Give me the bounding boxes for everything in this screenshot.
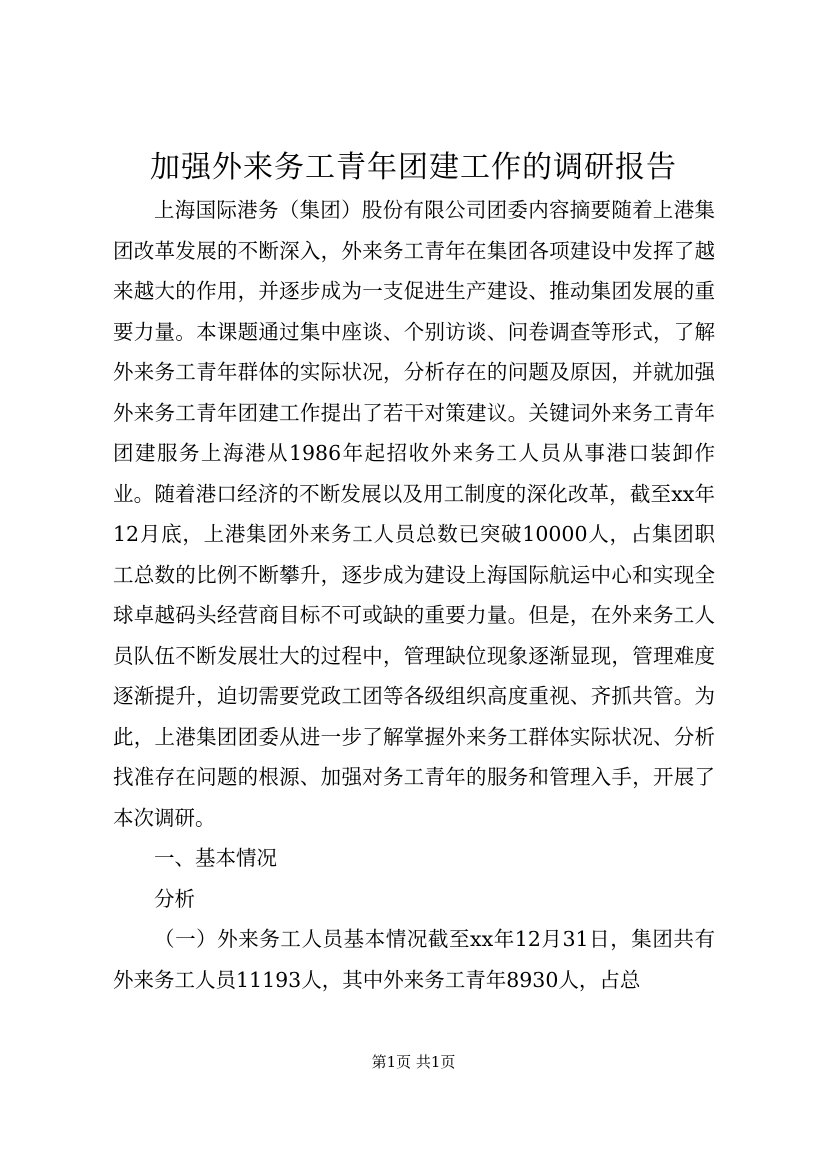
page-number: 第1页 共1页 [371, 1053, 456, 1071]
paragraph-abstract: 上海国际港务（集团）股份有限公司团委内容摘要随着上港集团改革发展的不断深入，外来务工青年在集团各项建设中发挥了越来越大的作用，并逐步成为一支促进生产建设、推动集团发展的重要力量。本课题通过集中座谈、个别访谈、问卷调查等形式，了解外来务工青年群体的实际状况，分析存在的问题及原因，并就加强外来务工青年团建工作提出了若干对策建议。关键词外来务工青年团建服务上海港从1986年起招收外来务工人员从事港口装卸作业。随着港口经济的不断发展以及用工制度的深化改革，截至xx年12月底，上港集团外来务工人员总数已突破10000人，占集团职工总数的比例不断攀升，逐步成为建设上海国际航运中心和实现全球卓越码头经营商目标不可或缺的重要力量。但是，在外来务工人员队伍不断发展壮大的过程中，管理缺位现象逐渐显现，管理难度逐渐提升，迫切需要党政工团等各级组织高度重视、齐抓共管。为此，上港集团团委从进一步了解掌握外来务工群体实际状况、分析找准存在问题的根源、加强对务工青年的服务和管理入手，开展了本次调研。 [113, 198, 715, 830]
document-body [113, 190, 715, 1000]
section-heading: 一、基本情况 [154, 846, 277, 870]
document-title: 加强外来务工青年团建工作的调研报告 [150, 150, 677, 185]
section-subheading: 分析 [154, 886, 195, 911]
paragraph-basic-info: （一）外来务工人员基本情况截至xx年12月31日，集团共有外来务工人员11193人，其中外来务工青年8930人，占总 [113, 927, 715, 992]
